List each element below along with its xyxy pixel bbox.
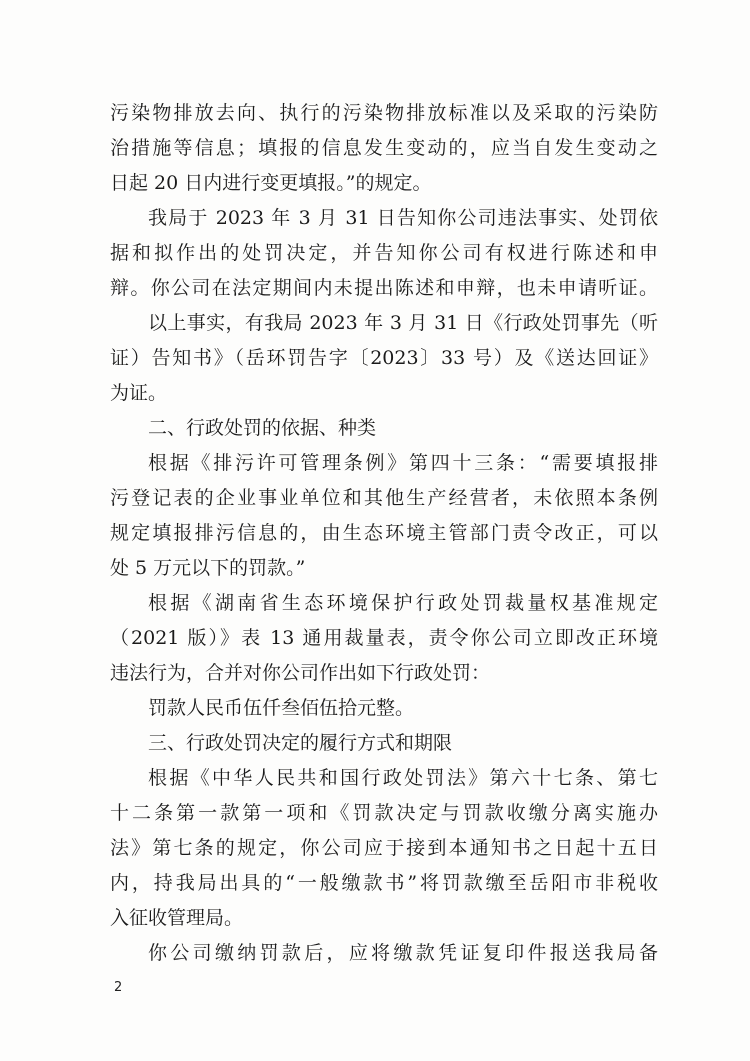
text-line: （2021 版）》表 13 通用裁量表，责令你公司立即改正环境: [110, 627, 658, 649]
document-body: [110, 96, 658, 971]
page-number: 2: [114, 980, 123, 995]
text-line: 法》第七条的规定，你公司应于接到本通知书之日起十五日: [110, 837, 658, 859]
text-line: 污登记表的企业事业单位和其他生产经营者，未依照本条例: [110, 487, 658, 509]
text-line: 规定填报排污信息的，由生态环境主管部门责令改正，可以: [110, 522, 658, 544]
text-line: 入征收管理局。: [110, 907, 244, 929]
text-line: 日起 20 日内进行变更填报。”的规定。: [110, 172, 432, 194]
text-line: 为证。: [110, 382, 168, 404]
text-line: 根据《排污许可管理条例》第四十三条：“需要填报排: [148, 452, 658, 474]
text-line: 二、行政处罚的依据、种类: [148, 417, 377, 439]
text-line: 我局于 2023 年 3 月 31 日告知你公司违法事实、处罚依: [148, 207, 658, 229]
text-line: 你公司缴纳罚款后，应将缴款凭证复印件报送我局备: [148, 942, 658, 964]
text-line: 十二条第一款第一项和《罚款决定与罚款收缴分离实施办: [110, 802, 658, 824]
text-line: 违法行为，合并对你公司作出如下行政处罚：: [110, 662, 491, 684]
text-line: 处 5 万元以下的罚款。”: [110, 557, 306, 579]
text-line: 据和拟作出的处罚决定，并告知你公司有权进行陈述和申: [110, 242, 658, 264]
text-line: 治措施等信息；填报的信息发生变动的，应当自发生变动之: [110, 137, 658, 159]
text-line: 内，持我局出具的“一般缴款书”将罚款缴至岳阳市非税收: [110, 872, 658, 894]
text-line: 辩。你公司在法定期间内未提出陈述和申辩，也未申请听证。: [110, 277, 658, 299]
text-line: 罚款人民币伍仟叁佰伍拾元整。: [148, 697, 415, 719]
text-line: 根据《中华人民共和国行政处罚法》第六十七条、第七: [148, 767, 658, 789]
text-line: 证）告知书》（岳环罚告字〔2023〕33 号）及《送达回证》: [110, 347, 658, 369]
text-line: 污染物排放去向、执行的污染物排放标准以及采取的污染防: [110, 102, 658, 124]
text-line: 三、行政处罚决定的履行方式和期限: [148, 732, 453, 754]
text-line: 以上事实，有我局 2023 年 3 月 31 日《行政处罚事先（听: [148, 312, 658, 334]
text-line: 根据《湖南省生态环境保护行政处罚裁量权基准规定: [148, 592, 658, 614]
